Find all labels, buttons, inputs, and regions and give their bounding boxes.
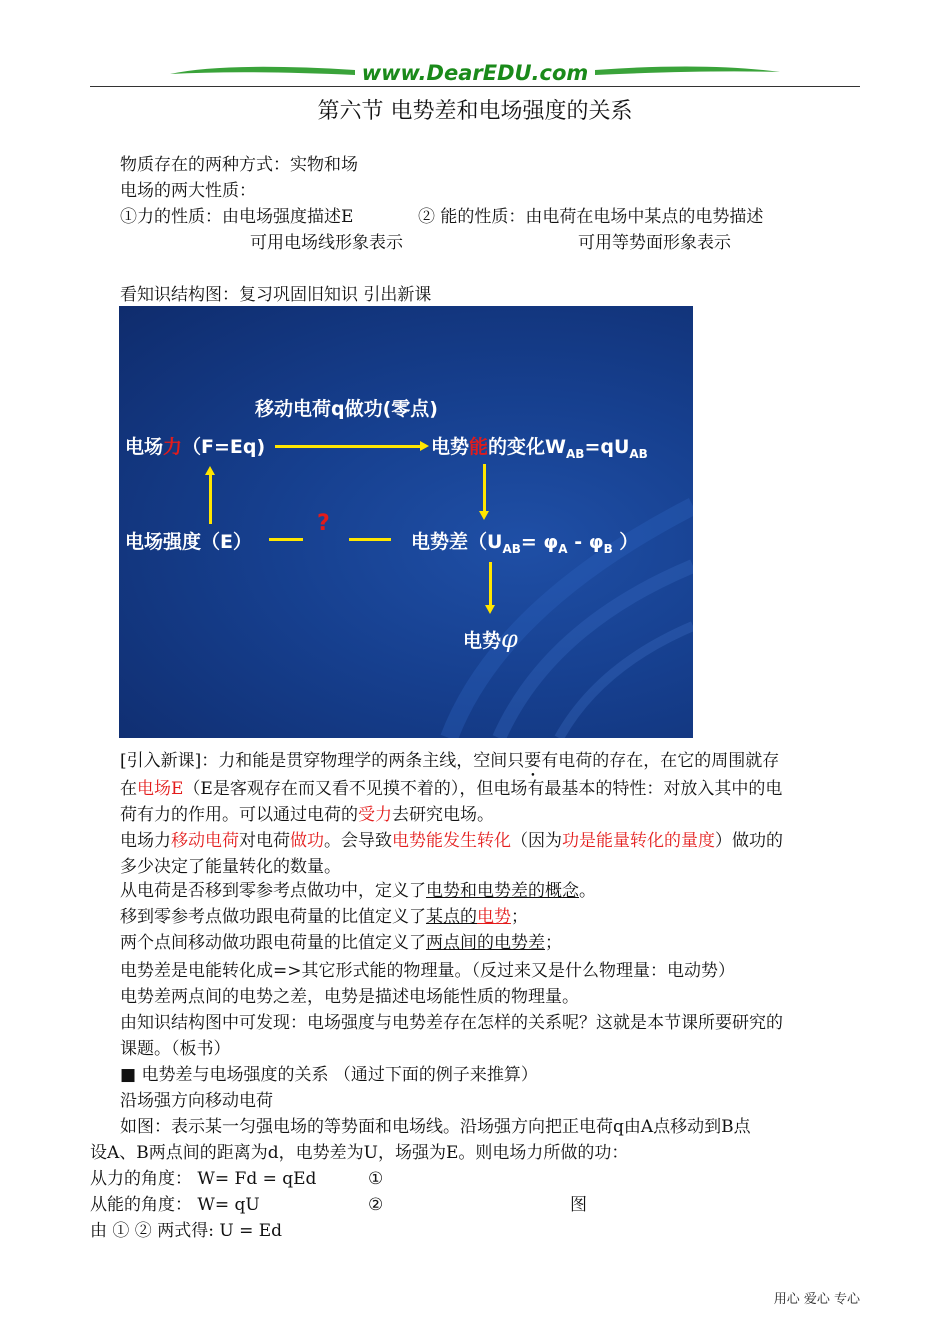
energy-change-label: 电势能的变化$W_{AB}=qU_{AB}$ — [431, 436, 648, 461]
intro-line-3b: ② 能的性质：由电荷在电场中某点的电势描述 — [418, 207, 764, 227]
arrow-strength-to-force-shaft — [209, 474, 212, 524]
intro-line-2: 电场的两大性质： — [120, 181, 256, 201]
equation-force-number: ① — [368, 1169, 384, 1189]
dearedu-logo — [165, 58, 785, 88]
para-definition-2: 移到零参考点做功跟电荷量的比值定义了某点的电势； — [120, 907, 528, 927]
para-intro-line-2: 在电场E（E是客观存在而又看不见摸不着的），但电场有最基本的特性：对放入其中的电 — [120, 779, 783, 799]
para-definition-3: 两个点间移动做功跟电荷量的比值定义了两点间的电势差； — [120, 933, 562, 953]
arrow-force-to-energy-head — [420, 441, 429, 451]
para-question-line-1: 由知识结构图中可发现：电场强度与电势差存在怎样的关系呢？这就是本节课所要研究的 — [120, 1013, 783, 1033]
intro-line-5: 看知识结构图：复习巩固旧知识 引出新课 — [120, 285, 432, 305]
para-definition-1: 从电荷是否移到零参考点做功中，定义了电势和电势差的概念。 — [120, 881, 596, 901]
footer-slogan: 用心 爱心 专心 — [773, 1292, 860, 1307]
potential-difference-label: 电势差（$U_{AB}= \varphi_A - \varphi_B$ ） — [411, 531, 639, 556]
header-rule — [90, 86, 860, 87]
potential-label: 电势φ — [463, 625, 518, 653]
equation-result: 由 ① ② 两式得: U = Ed — [90, 1221, 283, 1241]
para-work-line-1: 电场力移动电荷对电荷做功。会导致电势能发生转化（因为功是能量转化的量度）做功的 — [120, 831, 783, 851]
equation-force: 从力的角度： W= Fd = qEd — [90, 1169, 317, 1189]
subheading-move-charge: 沿场强方向移动电荷 — [120, 1091, 273, 1111]
intro-line-1: 物质存在的两种方式：实物和场 — [120, 155, 358, 175]
logo-text: www.DearEDU.com — [361, 61, 589, 85]
para-example-1: 如图：表示某一匀强电场的等势面和电场线。沿场强方向把正电荷q由A点移动到B点 — [120, 1117, 751, 1137]
phi-symbol: φ — [501, 625, 518, 653]
para-example-2: 设A、B两点间的距离为d，电势差为U，场强为E。则电场力所做的功： — [90, 1143, 629, 1163]
arrow-force-to-energy-shaft — [275, 445, 421, 448]
section-heading: ■ 电势差与电场强度的关系 （通过下面的例子来推算） — [120, 1065, 538, 1085]
arrow-energy-to-pd-shaft — [483, 464, 486, 512]
page-title: 第六节 电势差和电场强度的关系 — [317, 99, 633, 124]
intro-line-3a: ①力的性质：由电场强度描述E — [120, 207, 354, 227]
dash-left — [269, 538, 303, 541]
diagram-swirl-decoration — [119, 306, 693, 738]
field-force-label: 电场力（F=Eq) — [125, 436, 266, 458]
para-intro-line-3: 荷有力的作用。可以通过电荷的受力去研究电场。 — [120, 805, 494, 825]
para-intro-line-1: [引入新课]：力和能是贯穿物理学的两条主线，空间只要有电荷的存在，在它的周围就存 — [120, 751, 780, 771]
arrow-pd-to-potential-head — [485, 605, 495, 614]
para-question-line-2: 课题。（板书） — [120, 1039, 231, 1059]
para-pd-meaning-1: 电势差是电能转化成=>其它形式能的物理量。（反过来又是什么物理量：电动势） — [120, 961, 735, 981]
intro-line-4b: 可用等势面形象表示 — [578, 233, 731, 253]
arrow-pd-to-potential-shaft — [489, 562, 492, 606]
equation-energy-number: ② — [368, 1195, 384, 1215]
para-work-line-2: 多少决定了能量转化的数量。 — [120, 857, 341, 877]
intro-line-4a: 可用电场线形象表示 — [250, 233, 403, 253]
move-charge-label: 移动电荷q做功(零点) — [255, 398, 438, 420]
para-pd-meaning-2: 电势差两点间的电势之差，电势是描述电场能性质的物理量。 — [120, 987, 579, 1007]
question-mark: ? — [317, 511, 330, 536]
field-strength-label: 电场强度（E） — [125, 531, 252, 553]
figure-label: 图 — [570, 1195, 587, 1215]
arrow-strength-to-force-head — [205, 466, 215, 475]
arrow-energy-to-pd-head — [479, 511, 489, 520]
dash-right — [349, 538, 391, 541]
knowledge-structure-diagram — [119, 306, 693, 738]
equation-energy: 从能的角度： W= qU — [90, 1195, 260, 1215]
